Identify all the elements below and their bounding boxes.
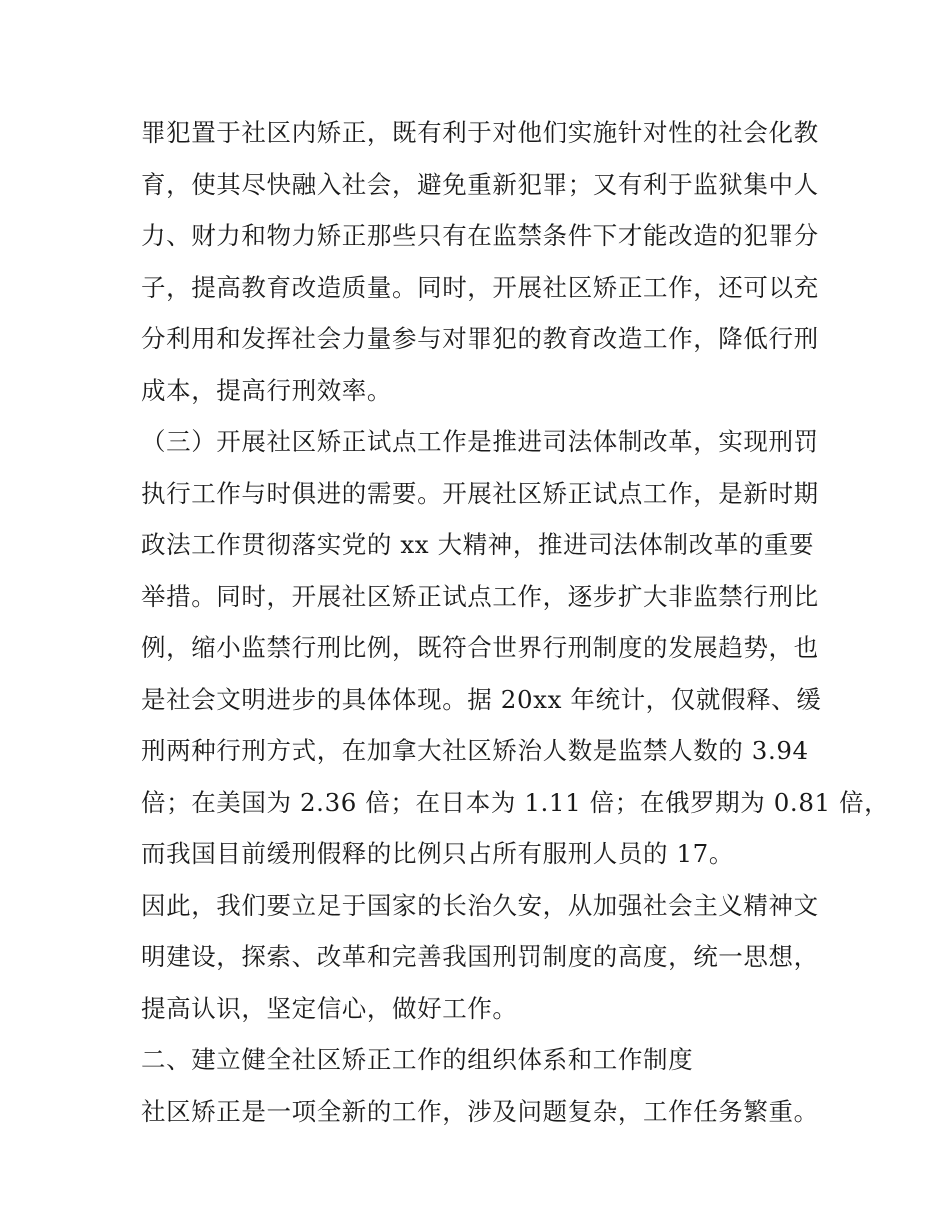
text-line: 提高认识，坚定信心，做好工作。 (141, 993, 518, 1023)
text-line: 因此，我们要立足于国家的长治久安，从加强社会主义精神文 (141, 890, 819, 920)
text-line: 倍；在美国为 2.36 倍；在日本为 1.11 倍；在俄罗期为 0.81 倍， (141, 787, 890, 817)
text-line: 是社会文明进步的具体体现。据 20xx 年统计，仅就假释、缓 (141, 684, 822, 714)
text-line: 执行工作与时俱进的需要。开展社区矫正试点工作，是新时期 (141, 478, 819, 508)
text-line: 子，提高教育改造质量。同时，开展社区矫正工作，还可以充 (141, 272, 819, 302)
text-line: 罪犯置于社区内矫正，既有利于对他们实施针对性的社会化教 (141, 118, 819, 147)
text-line: 成本，提高行刑效率。 (141, 375, 392, 405)
text-line: 举措。同时，开展社区矫正试点工作，逐步扩大非监禁行刑比 (141, 581, 819, 611)
text-line: 明建设，探索、改革和完善我国刑罚制度的高度，统一思想， (141, 942, 819, 971)
text-line: 例，缩小监禁行刑比例，既符合世界行刑制度的发展趋势，也 (141, 633, 819, 662)
text-line: 政法工作贯彻落实党的 xx 大精神，推进司法体制改革的重要 (141, 530, 815, 559)
text-line: 刑两种行刑方式，在加拿大社区矫治人数是监禁人数的 3.94 (141, 736, 809, 765)
text-line: 力、财力和物力矫正那些只有在监禁条件下才能改造的犯罪分 (141, 221, 819, 250)
text-line: 分利用和发挥社会力量参与对罪犯的教育改造工作，降低行刑 (141, 324, 819, 353)
document-body (141, 107, 890, 1137)
text-line: 育，使其尽快融入社会，避免重新犯罪；又有利于监狱集中人 (141, 169, 819, 199)
section-heading-line: 二、建立健全社区矫正工作的组织体系和工作制度 (141, 1045, 694, 1074)
section-heading-line: （三）开展社区矫正试点工作是推进司法体制改革，实现刑罚 (141, 427, 819, 456)
text-line: 社区矫正是一项全新的工作，涉及问题复杂，工作任务繁重。 (141, 1096, 819, 1126)
text-line: 而我国目前缓刑假释的比例只占所有服刑人员的 17。 (141, 839, 734, 868)
